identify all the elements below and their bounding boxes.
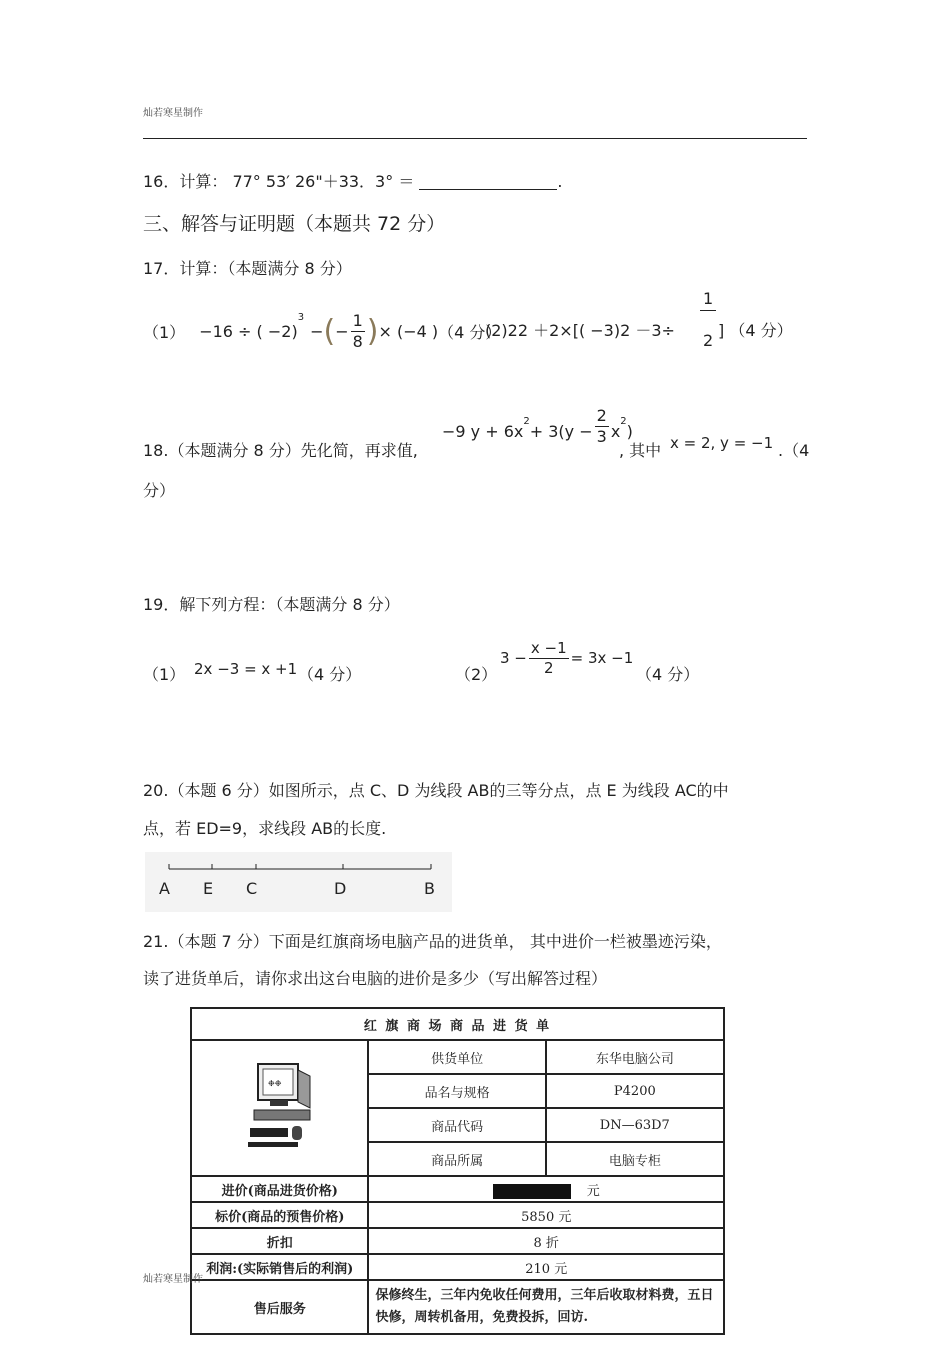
q19-p2-numerator: x −1 [530, 638, 567, 657]
point-label-b: B [424, 879, 435, 898]
q19-p2-b: = 3x −1 [570, 649, 634, 667]
q19-p2-label: （2） [455, 665, 498, 684]
invoice-value-category: 电脑专柜 [546, 1142, 724, 1176]
q18-fraction [595, 408, 609, 445]
left-paren-icon: ( [323, 313, 336, 349]
invoice-price-value: 5850 元 [368, 1202, 724, 1228]
footer-watermark: 灿若寒星制作 [143, 1274, 203, 1285]
q17-p1-fraction [351, 310, 365, 351]
invoice-label-supplier: 供货单位 [368, 1040, 545, 1074]
q17-p2-label: (2)22 ＋2×[( −3)2 －3÷ [485, 321, 675, 340]
q18-mid: , 其中 [619, 441, 662, 460]
q17-part1 [143, 306, 501, 356]
point-label-d: D [334, 879, 347, 898]
q18-expr-a: −9 y + 6x [442, 422, 524, 441]
q19-p2-denominator: 2 [544, 658, 554, 677]
invoice-profit-value: 210 元 [368, 1254, 724, 1280]
invoice-label-category: 商品所属 [368, 1142, 545, 1176]
q19-p1-label: （1） [143, 665, 186, 684]
invoice-service-value: 保修终生，三年内免收任何费用，三年后收取材料费，五日快修，周转机备用，免费投拆，回访. [368, 1280, 724, 1334]
q18-expr-c: x [610, 422, 621, 441]
q20-line2: 点，若 ED=9，求线段 AB的长度. [143, 819, 387, 838]
point-label-c: C [246, 879, 258, 898]
invoice-value-supplier: 东华电脑公司 [546, 1040, 724, 1074]
invoice-service-label: 售后服务 [191, 1280, 368, 1334]
q18-exponent-2: 2 [620, 416, 627, 427]
q16-tail: . [557, 172, 563, 191]
invoice-cost-label: 进价(商品进货价格) [191, 1176, 368, 1202]
q18-condition: x = 2, y = −1 [670, 434, 774, 452]
segment-diagram [145, 852, 452, 912]
q18-numerator: 2 [596, 406, 607, 425]
q17-p1-expr-c: × (−4 ) [378, 321, 439, 341]
q17-p1-denominator: 8 [352, 331, 363, 351]
q17-p1-neg: − [335, 321, 349, 341]
ink-stain [493, 1184, 571, 1199]
header-watermark: 灿若寒星制作 [143, 108, 203, 119]
invoice-label-model: 品名与规格 [368, 1074, 545, 1108]
q16-text: 16．计算： 77° 53′ 26"＋33．3° ＝ [143, 172, 415, 191]
invoice-profit-label: 利润:(实际销售后的利润) [191, 1254, 368, 1280]
q21-line2: 读了进货单后，请你求出这台电脑的进价是多少（写出解答过程） [143, 969, 608, 988]
q17-p1-minus: − [310, 321, 324, 341]
point-label-a: A [159, 879, 170, 898]
computer-image-cell [191, 1040, 368, 1176]
invoice-cost-unit: 元 [586, 1183, 600, 1199]
q19-p2-score: （4 分） [636, 665, 700, 684]
q17-title: 17．计算：（本题满分 8 分） [143, 259, 352, 278]
q17-p1-score: （4 分） [438, 322, 502, 342]
q18-tail: .（4 [778, 441, 810, 460]
q17-p2-denominator: 2 [703, 331, 714, 350]
invoice-discount-label: 折扣 [191, 1228, 368, 1254]
q18-exponent-1: 2 [523, 416, 530, 427]
q17-p1-expr-a: −16 ÷ ( −2) [199, 321, 298, 341]
right-paren-icon: ) [366, 313, 379, 349]
q17-p1-label: （1） [143, 322, 186, 342]
q18-expr-b: + 3(y − [529, 422, 593, 441]
computer-icon [240, 1056, 320, 1156]
q18-denominator: 3 [596, 427, 607, 446]
answer-blank [419, 173, 557, 190]
q18-expression [442, 408, 633, 458]
q17-p2-fraction [700, 291, 716, 349]
point-label-e: E [203, 879, 214, 898]
question-16 [143, 169, 563, 192]
svg-text:❉❉: ❉❉ [267, 1079, 282, 1088]
invoice-label-code: 商品代码 [368, 1108, 545, 1142]
invoice-discount-value: 8 折 [368, 1228, 724, 1254]
q18-lead: 18.（本题满分 8 分）先化简，再求值, [143, 441, 418, 460]
header-rule [143, 138, 807, 139]
q17-p2-numerator: 1 [700, 291, 716, 311]
q18-expr-d: ) [626, 422, 633, 441]
q17-p2-tail: ] （4 分） [718, 321, 793, 340]
q17-p1-numerator: 1 [352, 310, 363, 330]
q17-p1-exponent: 3 [297, 312, 305, 323]
q19-p2-a: 3 − [500, 649, 527, 667]
q19-p1-equation: 2x −3 = x +1 [194, 660, 298, 678]
invoice-cost-cell [368, 1176, 724, 1202]
q19-p1-score: （4 分） [298, 665, 362, 684]
invoice-title: 红 旗 商 场 商 品 进 货 单 [191, 1008, 724, 1040]
invoice-price-label: 标价(商品的预售价格) [191, 1202, 368, 1228]
invoice-value-model: P4200 [546, 1074, 724, 1108]
q19-p2-equation [500, 634, 633, 682]
q18-line2: 分） [143, 481, 176, 500]
q19-p2-fraction [529, 638, 569, 677]
invoice-table [190, 1007, 725, 1330]
q21-line1: 21.（本题 7 分）下面是红旗商场电脑产品的进货单， 其中进价一栏被墨迹污染， [143, 932, 722, 951]
segment-figure [145, 852, 452, 912]
section-title: 三、解答与证明题（本题共 72 分） [143, 213, 446, 235]
invoice-value-code: DN—63D7 [546, 1108, 724, 1142]
q20-line1: 20.（本题 6 分）如图所示，点 C、D 为线段 AB的三等分点，点 E 为线段 AC的中 [143, 781, 729, 800]
q19-title: 19．解下列方程：（本题满分 8 分） [143, 595, 400, 614]
